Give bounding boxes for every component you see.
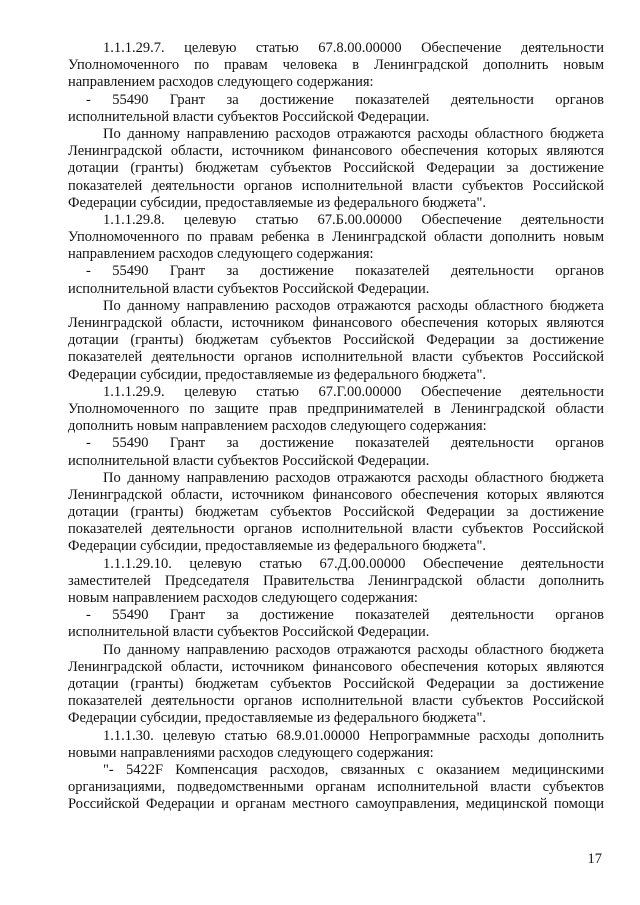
text-line: Федерации субсидии, предоставляемые из федерального бюджета". — [68, 710, 487, 727]
text-line: дотации (гранты) бюджетам субъектов Российской Федерации за достижение — [68, 675, 604, 692]
text-line: исполнительной власти субъектов Российской Федерации. — [68, 108, 430, 125]
text-line: дополнить новым направлением расходов следующего содержания: — [68, 418, 487, 435]
text-line: дотации (гранты) бюджетам субъектов Российской Федерации за достижение — [68, 332, 604, 349]
text-line: исполнительной власти субъектов Российской Федерации. — [68, 280, 430, 297]
text-line: По данному направлению расходов отражаются расходы областного бюджета — [103, 297, 604, 314]
text-line: исполнительной власти субъектов Российской Федерации. — [68, 624, 430, 641]
text-line: Уполномоченного по правам ребенка в Ленинградской области дополнить новым — [68, 229, 604, 246]
text-line: - 55490 Грант за достижение показателей деятельности органов — [86, 607, 604, 624]
text-line: Федерации субсидии, предоставляемые из федерального бюджета". — [68, 194, 487, 211]
text-line: Уполномоченного по защите прав предпринимателей в Ленинградской области — [68, 400, 604, 417]
text-line: Российской Федерации и органам местного самоуправления, медицинской помощи — [68, 796, 604, 813]
text-line: По данному направлению расходов отражаются расходы областного бюджета — [103, 125, 604, 142]
text-line: 1.1.1.29.7. целевую статью 67.8.00.00000 Обеспечение деятельности — [103, 40, 604, 56]
text-line: показателей деятельности органов исполнительной власти субъектов Российской — [68, 693, 604, 710]
text-line: Ленинградской области, источником финансового обеспечения которых являются — [68, 486, 604, 503]
text-line: Ленинградской области, источником финансового обеспечения которых являются — [68, 315, 604, 331]
text-line: Федерации субсидии, предоставляемые из федерального бюджета". — [68, 538, 487, 555]
text-line: исполнительной власти субъектов Российской Федерации. — [68, 452, 430, 469]
text-line: направлением расходов следующего содержания: — [68, 74, 374, 91]
text-line: Ленинградской области, источником финансового обеспечения которых являются — [68, 658, 604, 675]
text-line: показателей деятельности органов исполнительной власти субъектов Российской — [68, 349, 604, 366]
text-line: 1.1.1.29.9. целевую статью 67.Г.00.00000 Обеспечение деятельности — [103, 383, 604, 400]
text-line: заместителей Председателя Правительства Ленинградской области дополнить — [68, 572, 604, 589]
text-line: Уполномоченного по правам человека в Ленинградской дополнить новым — [68, 57, 604, 74]
text-line: новыми направлениями расходов следующего содержания: — [68, 744, 434, 761]
page-number: 17 — [587, 851, 602, 867]
text-line: организациями, подведомственными органам исполнительной власти субъектов — [68, 779, 604, 796]
text-line: направлением расходов следующего содержания: — [68, 246, 374, 263]
text-line: - 55490 Грант за достижение показателей деятельности органов — [86, 263, 604, 280]
text-line: - 55490 Грант за достижение показателей деятельности органов — [86, 91, 604, 108]
text-line: Ленинградской области, источником финансового обеспечения которых являются — [68, 143, 604, 160]
text-line: 1.1.1.29.10. целевую статью 67.Д.00.00000 Обеспечение деятельности — [103, 555, 604, 572]
text-line: 1.1.1.29.8. целевую статью 67.Б.00.00000 Обеспечение деятельности — [103, 211, 604, 228]
text-line: По данному направлению расходов отражаются расходы областного бюджета — [103, 469, 604, 486]
document-body — [68, 40, 604, 813]
text-line: 1.1.1.30. целевую статью 68.9.01.00000 Непрограммные расходы дополнить — [103, 727, 604, 744]
text-line: показателей деятельности органов исполнительной власти субъектов Российской — [68, 521, 604, 538]
text-line: - 55490 Грант за достижение показателей деятельности органов — [86, 435, 604, 452]
text-line: Федерации субсидии, предоставляемые из федерального бюджета". — [68, 366, 487, 383]
text-line: "- 5422F Компенсация расходов, связанных с оказанием медицинскими — [103, 761, 604, 778]
text-line: дотации (гранты) бюджетам субъектов Российской Федерации за достижение — [68, 504, 604, 521]
text-line: дотации (гранты) бюджетам субъектов Российской Федерации за достижение — [68, 160, 604, 177]
text-line: новым направлением расходов следующего содержания: — [68, 590, 418, 606]
text-line: По данному направлению расходов отражаются расходы областного бюджета — [103, 641, 604, 658]
text-line: показателей деятельности органов исполнительной власти субъектов Российской — [68, 177, 604, 194]
